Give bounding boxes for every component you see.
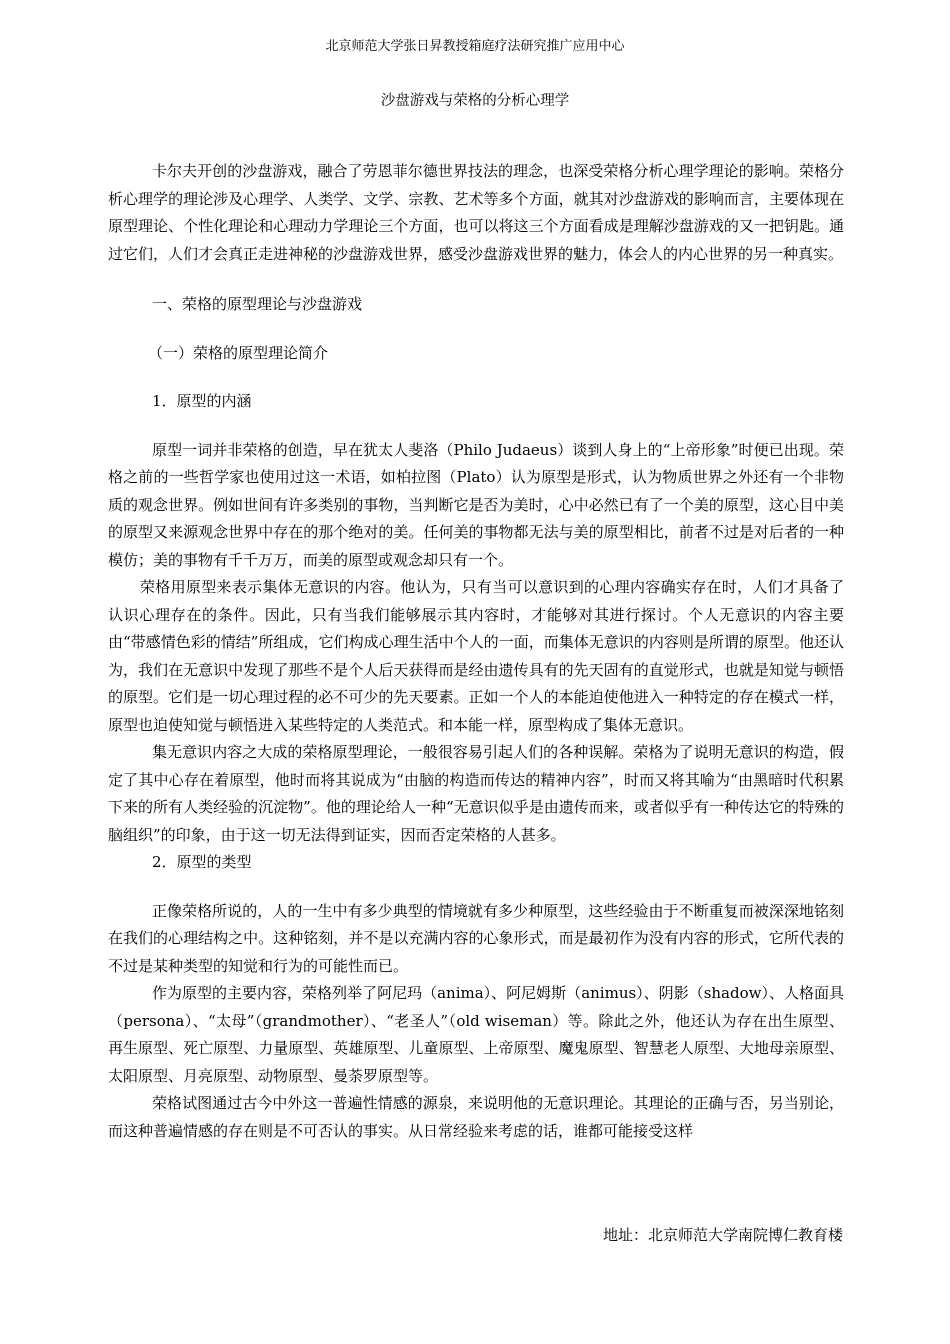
section-heading-1: 一、荣格的原型理论与沙盘游戏 (152, 295, 363, 313)
paragraph-archetype-types: 正像荣格所说的，人的一生中有多少典型的情境就有多少种原型，这些经验由于不断重复而被深深地铭刻在我们的心理结构之中。这种铭刻，并不是以充满内容的心象形式，而是最初作为没有内容的形式，它所代表的不过是某种类型的知觉和行为的可能性而已。 (108, 901, 844, 975)
subsection-heading-1: （一）荣格的原型理论简介 (148, 343, 329, 362)
subsubsection-heading-1: 1．原型的内涵 (152, 392, 252, 410)
paragraph-universal-emotion: 荣格试图通过古今中外这一普遍性情感的源泉，来说明他的无意识理论。其理论的正确与否，另当别论，而这种普遍情感的存在则是不可否认的事实。从日常经验来考虑的话，谁都可能接受这样 (108, 1094, 844, 1140)
subsubsection-heading-2: 2．原型的类型 (152, 853, 252, 871)
intro-paragraph: 卡尔夫开创的沙盘游戏，融合了劳恩菲尔德世界技法的理念，也深受荣格分析心理学理论的影响。荣格分析心理学的理论涉及心理学、人类学、文学、宗教、艺术等多个方面，就其对沙盘游戏的影响而言，主要体现在原型理论、个性化理论和心理动力学理论三个方面，也可以将这三个方面看成是理解沙盘游戏的又一把钥匙。通过它们，人们才会真正走进神秘的沙盘游戏世界，感受沙盘游戏世界的魅力，体会人的内心世界的另一种真实。 (108, 162, 844, 263)
paragraph-misunderstandings: 集无意识内容之大成的荣格原型理论，一般很容易引起人们的各种误解。荣格为了说明无意识的构造，假定了其中心存在着原型，他时而将其说成为“由脑的构造而传达的精神内容”，时而又将其喻为“由黑暗时代积累下来的所有人类经验的沉淀物”。他的理论给人一种“无意识似乎是由遗传而来，或者似乎有一种传达它的特殊的脑组织”的印象，由于这一切无法得到证实，因而否定荣格的人甚多。 (108, 743, 844, 844)
paragraph-collective-unconscious: 荣格用原型来表示集体无意识的内容。他认为，只有当可以意识到的心理内容确实存在时，人们才具备了认识心理存在的条件。因此，只有当我们能够展示其内容时，才能够对其进行探讨。个人无意识的内容主要由“带感情色彩的情结”所组成，它们构成心理生活中个人的一面，而集体无意识的内容则是所谓的原型。他还认为，我们在无意识中发现了那些不是个人后天获得而是经由遗传具有的先天固有的直觉形式，也就是知觉与顿悟的原型。它们是一切心理过程的必不可少的先天要素。正如一个人的本能迫使他进入一种特定的存在模式一样，原型也迫使知觉与顿悟进入某些特定的人类范式。和本能一样，原型构成了集体无意识。 (108, 578, 844, 734)
paragraph-archetype-origin: 原型一词并非荣格的创造，早在犹太人斐洛（Philo Judaeus）谈到人身上的“上帝形象”时便已出现。荣格之前的一些哲学家也使用过这一术语，如柏拉图（Plato）认为原型是形式，认为物质世界之外还有一个非物质的观念世界。例如世间有许多类别的事物，当判断它是否为美时，心中必然已有了一个美的原型，这心目中美的原型又来源观念世界中存在的那个绝对的美。任何美的事物都无法与美的原型相比，前者不过是对后者的一种模仿；美的事物有千千万万，而美的原型或观念却只有一个。 (108, 440, 844, 569)
page-footer-address: 地址：北京师范大学南院博仁教育楼 (602, 1226, 843, 1244)
page-header: 北京师范大学张日昇教授箱庭疗法研究推广应用中心 (325, 39, 625, 54)
document-title: 沙盘游戏与荣格的分析心理学 (380, 93, 570, 109)
paragraph-archetype-list: 作为原型的主要内容，荣格列举了阿尼玛（anima）、阿尼姆斯（animus）、阴影（shadow）、人格面具（persona）、“太母”（grandmother）、“老圣人”（old wiseman）等。除此之外，他还认为存在出生原型、再生原型、死亡原型、力量原型、英雄原型、儿童原型、上帝原型、魔鬼原型、智慧老人原型、大地母亲原型、太阳原型、月亮原型、动物原型、曼荼罗原型等。 (108, 984, 844, 1085)
document-body (108, 158, 844, 1145)
